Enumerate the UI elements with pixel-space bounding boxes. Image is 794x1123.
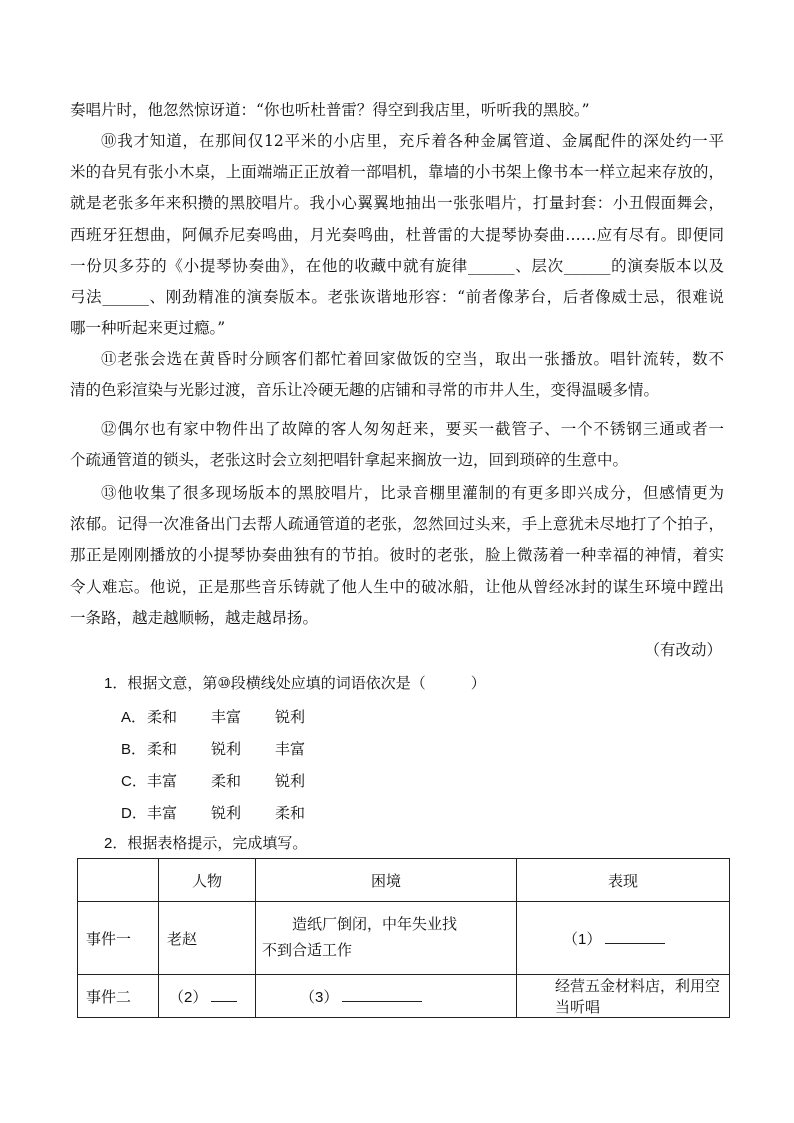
option-b[interactable] [121, 738, 339, 759]
option-word: 锐利 [211, 805, 242, 822]
passage-paragraph-10 [70, 126, 724, 344]
option-word: 锐利 [211, 741, 242, 758]
option-word: 锐利 [275, 773, 306, 790]
option-a[interactable] [121, 706, 339, 727]
answer-table [77, 858, 730, 1018]
text-line: 个疏通管道的锁头，老张这时会立刻把唱针拿起来搁放一边，回到琐碎的生意中。 [70, 451, 629, 470]
text-line: 就是老张多年来积攒的黑胶唱片。我小心翼翼地抽出一张张唱片，打量封套：小丑假面舞会， [70, 194, 724, 213]
text-line: ⑬他收集了很多现场版本的黑胶唱片，比录音棚里灌制的有更多即兴成分，但感情更为 [101, 484, 724, 502]
option-word: 柔和 [147, 709, 178, 726]
text-line: 弓法______、刚劲精准的演奏版本。老张诙谐地形容：“前者像茅台，后者像威士忌，很难说 [70, 288, 724, 307]
table-header-row [78, 859, 730, 902]
difficulty-cell [256, 975, 517, 1018]
option-word: 柔和 [275, 805, 306, 822]
option-word: 丰富 [275, 741, 306, 758]
option-word: 柔和 [211, 773, 242, 790]
text-line: 一份贝多芬的《小提琴协奏曲》，在他的收藏中就有旋律______、层次______的演奏版本以及 [70, 256, 724, 275]
text-line: 哪一种听起来更过瘾。” [70, 319, 226, 338]
option-word: 柔和 [147, 741, 178, 758]
text-line: 清的色彩渲染与光影过渡，音乐让冷硬无趣的店铺和寻常的市井人生，变得温暖多情。 [70, 381, 660, 400]
passage-paragraph-12 [70, 414, 724, 476]
option-label: A． [121, 709, 147, 726]
difficulty-line: 造纸厂倒闭，中年失业找 [292, 916, 458, 933]
performance-cell: 经营五金材料店，利用空当听唱 [517, 975, 730, 1018]
text-line: 一条路，越走越顺畅，越走越昂扬。 [70, 608, 319, 627]
text-line: 西班牙狂想曲，阿佩乔尼奏鸣曲，月光奏鸣曲，杜普雷的大提琴协奏曲……应有尽有。即便同 [70, 225, 724, 244]
option-c[interactable] [121, 770, 339, 791]
table-row [78, 975, 730, 1018]
passage-paragraph-13 [70, 478, 724, 634]
text-line: ⑪老张会选在黄昏时分顾客们都忙着回家做饭的空当，取出一张播放。唱针流转，数不 [101, 350, 724, 368]
text-line: ⑫偶尔也有家中物件出了故障的客人匆匆赶来，要买一截管子、一个不锈钢三通或者一 [101, 420, 724, 438]
performance-cell [517, 902, 730, 975]
option-label: B． [121, 741, 147, 758]
difficulty-cell [256, 902, 517, 975]
event-cell: 事件二 [78, 975, 159, 1018]
event-cell: 事件一 [78, 902, 159, 975]
text-line: 浓郁。记得一次准备出门去帮人疏通管道的老张，忽然回过头来，手上意犹未尽地打了个拍子， [70, 515, 724, 534]
person-cell: 老赵 [159, 902, 256, 975]
text-line: 奏唱片时，他忽然惊讶道：“你也听杜普雷？得空到我店里，听听我的黑胶。” [70, 101, 590, 119]
question-2-stem: 2．根据表格提示，完成填写。 [104, 835, 308, 852]
blank-number: （1） [563, 930, 602, 948]
option-word: 丰富 [147, 805, 178, 822]
table-header-cell: 人物 [159, 859, 256, 902]
source-note: （有改动） [644, 641, 722, 659]
option-word: 丰富 [147, 773, 178, 790]
option-word: 丰富 [211, 709, 242, 726]
blank-number: （3） [300, 988, 339, 1006]
text-line: 米的旮旯有张小木桌，上面端端正正放着一部唱机，靠墙的小书架上像书本一样立起来存放的， [70, 163, 724, 182]
text-line: 令人难忘。他说，正是那些音乐铸就了他人生中的破冰船，让他从曾经冰封的谋生环境中蹚出 [70, 577, 724, 596]
table-header-cell [78, 859, 159, 902]
text-line: ⑩我才知道，在那间仅12平米的小店里，充斥着各种金属管道、金属配件的深处约一平 [101, 132, 724, 150]
table-row [78, 902, 730, 975]
table-header-cell: 困境 [256, 859, 517, 902]
person-cell [159, 975, 256, 1018]
difficulty-line: 不到合适工作 [262, 942, 353, 959]
passage-paragraph-9-end [70, 95, 724, 126]
option-label: C． [121, 773, 147, 790]
text-line: 那正是刚刚播放的小提琴协奏曲独有的节拍。彼时的老张，脸上微荡着一种幸福的神情，着实 [70, 546, 724, 565]
blank-number: （2） [169, 988, 208, 1006]
fill-blank-3[interactable] [342, 987, 422, 1002]
table-header-cell: 表现 [517, 859, 730, 902]
option-label: D． [121, 805, 147, 822]
fill-blank-1[interactable] [605, 929, 665, 944]
question-1-stem: 1．根据文意，第⑩段横线处应填的词语依次是（ ） [104, 675, 486, 692]
passage-paragraph-11 [70, 344, 724, 406]
option-d[interactable] [121, 802, 339, 823]
option-word: 锐利 [275, 709, 306, 726]
fill-blank-2[interactable] [211, 987, 237, 1002]
